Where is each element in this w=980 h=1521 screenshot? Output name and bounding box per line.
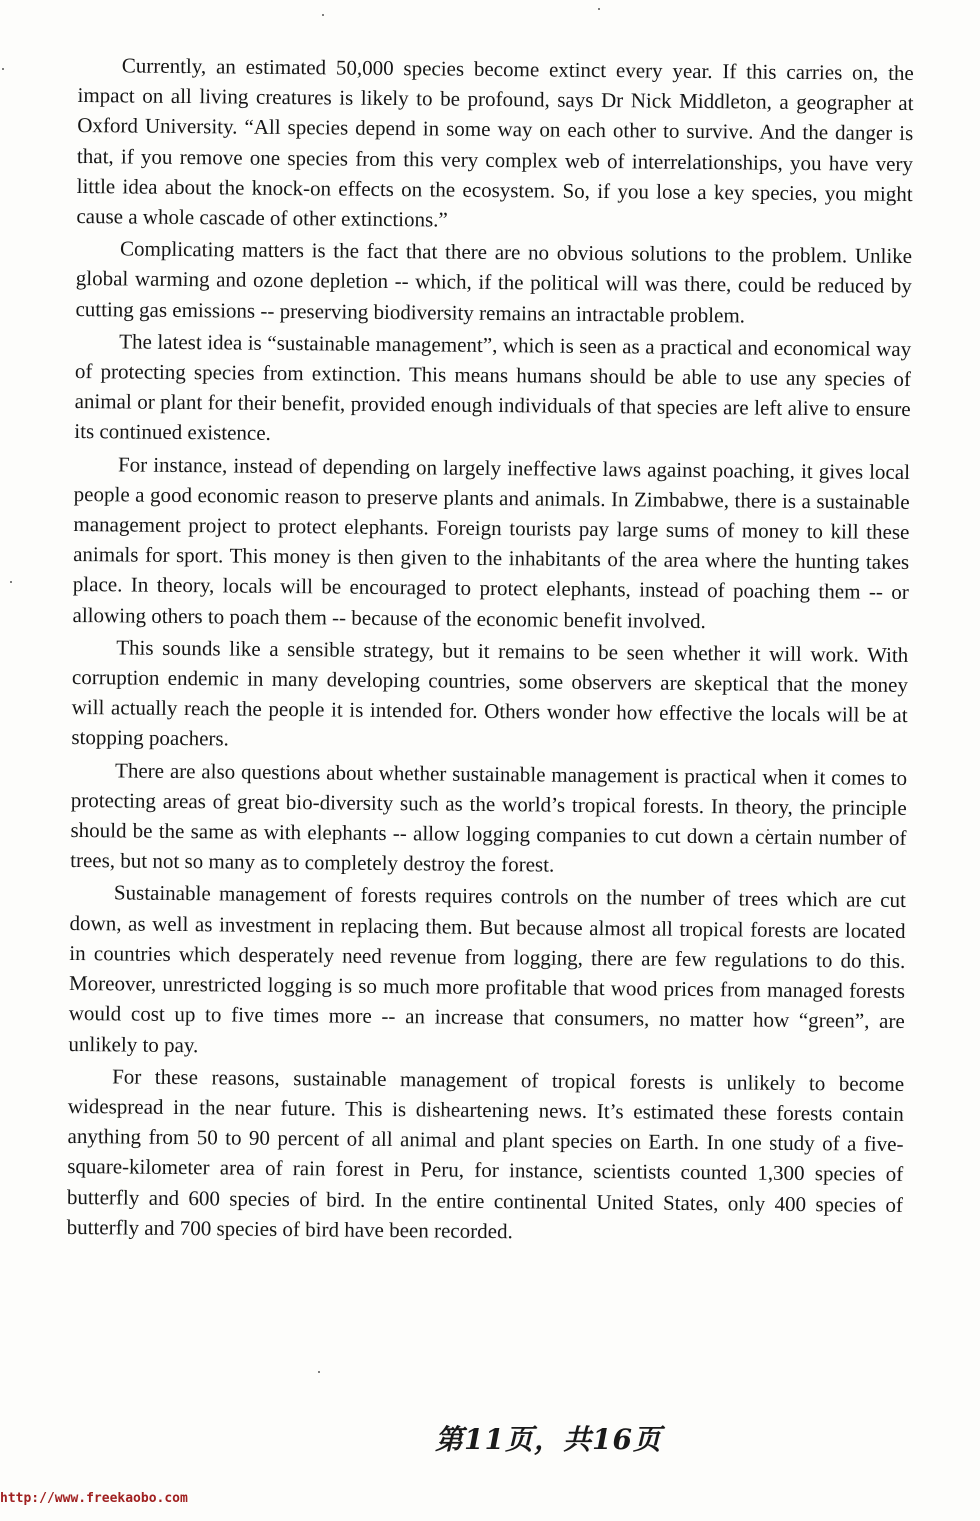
paragraph-1: Currently, an estimated 50,000 species become extinct every year. If this carries on, the impact on all living creatures is likely to be profound, says Dr Nick Middleton, a geographer at Oxford University. “All species depend in some way on each other to survive. And the danger is that, if you remove one species from this very complex web of interrelationships, you have very little idea about the knock-on effects on the ecosystem. So, if you lose a key species, you might cause a whole cascade of other extinctions.” (76, 53, 914, 232)
source-url[interactable]: http://www.freekaobo.com (0, 1491, 188, 1506)
paragraph-4: For instance, instead of depending on largely ineffective laws against poaching, it gives local people a good economic reason to preserve plants and animals. In Zimbabwe, there is a sustainable management project to protect elephants. Foreign tourists pay large sums of money to kill these animals for sport. This money is then given to the inhabitants of the area where the hunting takes place. In theory, locals will be encouraged to protect elephants, instead of poaching them -- or allowing others to poach them -- because of the economic benefit involved. (72, 452, 911, 633)
paragraph-3: The latest idea is “sustainable management”, which is seen as a practical and economical way of protecting species from extinction. This means humans should be able to use any species of animal or plant for their benefit, provided enough individuals of that species are left alive to ensure its continued existence. (74, 329, 912, 446)
scan-speck (10, 581, 12, 583)
paragraph-8: For these reasons, sustainable management of tropical forests is unlikely to become widespread in the near future. This is disheartening news. It’s estimated these forests contain anything from 50 to 90 percent of all animal and plant species on Earth. In one study of a five-square-kilometer area of rain forest in Peru, for instance, scientists counted 1,300 species of butterfly and 600 species of bird. In the entire continental United States, only 400 species of butterfly and 700 species of bird have been recorded. (66, 1064, 905, 1243)
paragraph-5: This sounds like a sensible strategy, but it remains to be seen whether it will work. With corruption endemic in many developing countries, some observers are skeptical that the money will actually reach the people it is intended for. Others wonder how effective the locals will be at stopping poachers. (71, 635, 909, 751)
scan-speck (318, 1371, 320, 1373)
paragraph-2: Complicating matters is the fact that there are no obvious solutions to the problem. Unlike global warming and ozone depletion -- which, if the political will was there, could be reduced by cutting gas emissions -- preserving biodiversity remains an intractable problem. (75, 236, 913, 328)
article-body (67, 50, 914, 1252)
scan-speck (2, 68, 4, 70)
paragraph-7: Sustainable management of forests requires controls on the number of trees which are cut down, as well as investment in replacing them. But because almost all tropical forests are located in countries which desperately need revenue from logging, there are few regulations to do this. Moreover, unrestricted logging is so much more profitable that wood prices from managed forests would cost up to five times more -- an increase that consumers, no matter how “green”, are unlikely to pay. (68, 880, 906, 1057)
scan-speck (322, 14, 324, 16)
page-number-footer: 第11页，共16页 (435, 1423, 662, 1456)
paragraph-6: There are also questions about whether sustainable management is practical when it comes to protecting areas of great bio-diversity such as the world’s tropical forests. In theory, the principle should be the same as with elephants -- allow logging companies to cut down a certain number of trees, but not so many as to completely destroy the forest. (70, 758, 908, 877)
scan-speck (598, 8, 600, 10)
